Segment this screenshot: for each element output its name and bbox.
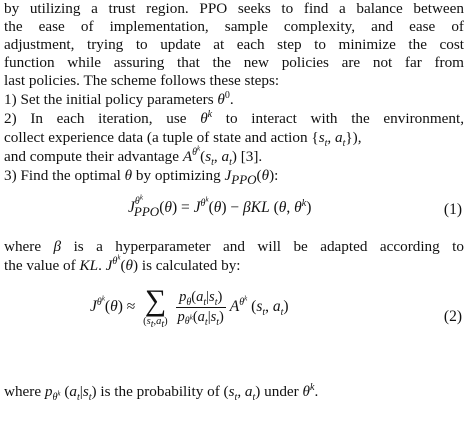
step-1-math: $\theta^0$.	[217, 89, 234, 108]
theta-k-math: $\theta^k$.	[302, 381, 319, 400]
after-eq2-line	[4, 381, 464, 404]
after-eq1-line-2	[4, 253, 464, 275]
step-2-math: $\theta^k$	[200, 108, 213, 127]
step-2-tuple-math: {$s_t$, $a_t$}),	[311, 129, 362, 150]
step-2	[4, 110, 464, 128]
step-3	[4, 167, 464, 188]
p-theta-math: $p_{\theta^k}$ $(a_t|s_t)$	[44, 383, 97, 404]
paragraph-line-2: the ease of implementation, sample complexity, and ease of	[4, 18, 464, 35]
after-eq1-line-1	[4, 238, 464, 256]
step-3-text: 3) Find the optimal	[4, 167, 121, 184]
after-eq2-mid: is the probability of	[100, 383, 220, 400]
after-eq1-line-2-suffix: is calculated by:	[141, 257, 241, 274]
equation-2	[0, 286, 468, 352]
step-1-text: 1) Set the initial policy parameters	[4, 91, 214, 108]
equation-1-body: $J^{\theta^k}_{PPO}(\theta) = J^{\theta^k}(\theta) - \beta KL$ (θ, $\theta^k$)	[128, 193, 312, 220]
equation-1-number: (1)	[443, 201, 462, 218]
equation-1	[0, 193, 468, 223]
paragraph-line-5: last policies. The scheme follows these steps:	[4, 72, 280, 89]
after-eq1-text: is a hyperparameter and will be adapted according to	[73, 238, 464, 255]
summation-symbol: ∑ $(s_t,a_t)$	[143, 284, 168, 331]
step-3-theta: θ	[124, 167, 133, 184]
step-2-suffix: to interact with the environment,	[225, 110, 464, 127]
step-3-math: $J_{PPO}(\theta)$:	[224, 167, 279, 188]
after-eq1-where: where	[4, 238, 42, 255]
kl-math: KL. $J^{\theta^k}(\theta)$	[79, 253, 139, 274]
after-eq1-line-2-text: the value of	[4, 257, 76, 274]
paragraph-line-3: adjustment, trying to update at each step to minimize the cost	[4, 36, 464, 53]
citation-3: [3].	[240, 148, 263, 165]
step-2-line-2-text: collect experience data (a tuple of state and action	[4, 129, 308, 146]
probability-ratio: $\frac{p_\theta(a_t|s_t)}{p_{\theta^k}(a_t|s_t)}$	[177, 288, 224, 328]
step-2-text: 2) In each iteration, use	[4, 110, 187, 127]
equation-2-body: $J^{\theta^k}(\theta)$ ≈ ∑ $(s_t,a_t)$ $\frac{p_\theta(a_t|s_t)}{p_{\theta^k}(a_t|s_t)}$ $A^{\theta^k}$ ($s_t$, $a_t$)	[90, 284, 289, 331]
step-3-mid: by optimizing	[135, 167, 221, 184]
equation-2-number: (2)	[443, 308, 462, 325]
paragraph-line-4: function while assuring that the new policies are not far from	[4, 54, 464, 71]
beta-math: β	[53, 238, 62, 255]
after-eq2-where: where	[4, 383, 42, 400]
after-eq2-suffix: under	[264, 383, 299, 400]
step-2-line-3	[4, 144, 464, 169]
step-2-line-3-text: and compute their advantage	[4, 148, 180, 165]
state-action-math: ($s_t$, $a_t$)	[223, 383, 261, 404]
paragraph-line-1: by utilizing a trust region. PPO seeks to find a balance between	[4, 0, 464, 17]
advantage-math: $A^{\theta^k}(s_t$, $a_t$)	[182, 144, 237, 169]
step-1	[4, 91, 464, 109]
step-2-line-2	[4, 129, 464, 150]
